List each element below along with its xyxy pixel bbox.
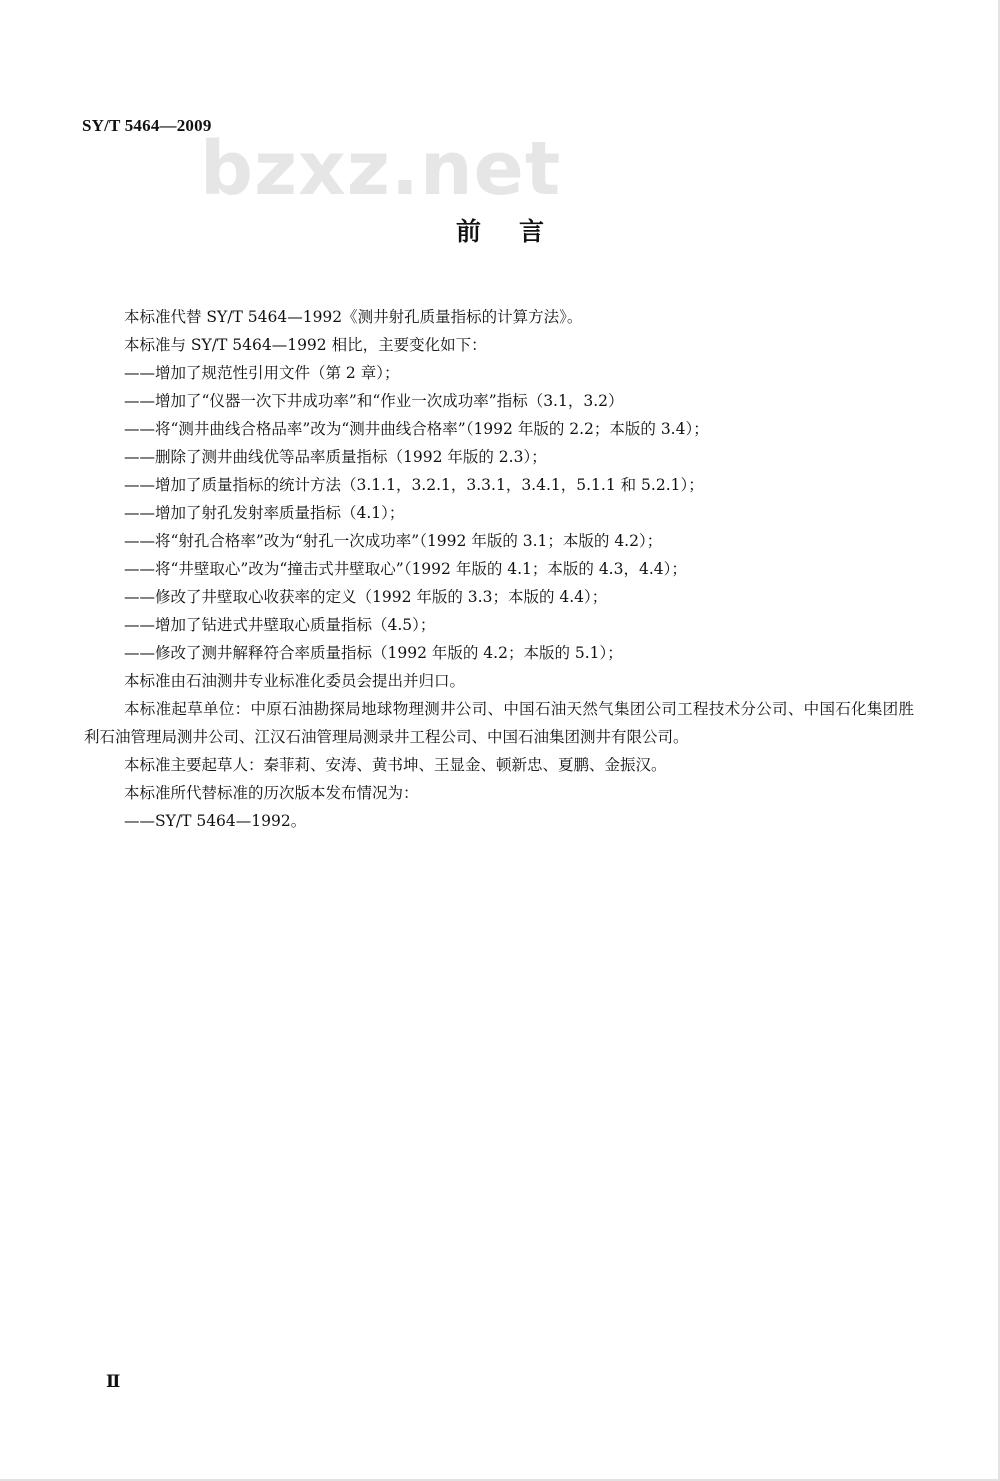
change-item: ——删除了测井曲线优等品率质量指标（1992 年版的 2.3）；	[124, 448, 547, 466]
change-item: ——增加了钻进式井壁取心质量指标（4.5）；	[124, 616, 436, 634]
history-item: ——SY/T 5464—1992。	[124, 812, 307, 830]
change-item: ——修改了井壁取心收获率的定义（1992 年版的 3.3；本版的 4.4）；	[124, 588, 608, 606]
change-item: ——将“井壁取心”改为“撞击式井壁取心”（1992 年版的 4.1；本版的 4.3，4.4）；	[124, 560, 687, 578]
changes-intro: 本标准与 SY/T 5464—1992 相比，主要变化如下：	[124, 336, 487, 354]
document-body	[84, 303, 914, 835]
change-item: ——增加了规范性引用文件（第 2 章）；	[124, 364, 400, 382]
drafters-paragraph: 本标准主要起草人：秦菲莉、安涛、黄书坤、王显金、顿新忠、夏鹏、金振汉。	[124, 756, 667, 774]
change-item: ——将“测井曲线合格品率”改为“测井曲线合格率”（1992 年版的 2.2；本版的 3.4）；	[124, 420, 709, 438]
drafting-units-paragraph: 本标准起草单位：中原石油勘探局地球物理测井公司、中国石油天然气集团公司工程技术分公司、中国石化集团胜利石油管理局测井公司、江汉石油管理局测录井工程公司、中国石油集团测井有限公司。	[84, 700, 914, 746]
page-title: 前言	[455, 217, 582, 246]
page-number: Ⅱ	[106, 1372, 121, 1391]
change-item: ——增加了射孔发射率质量指标（4.1）；	[124, 504, 405, 522]
change-item: ——修改了测井解释符合率质量指标（1992 年版的 4.2；本版的 5.1）；	[124, 644, 623, 662]
change-item: ——增加了“仪器一次下井成功率”和“作业一次成功率”指标（3.1，3.2）	[124, 392, 624, 410]
intro-paragraph: 本标准代替 SY/T 5464—1992《测井射孔质量指标的计算方法》。	[124, 308, 583, 326]
watermark: bzxz.net	[200, 126, 562, 212]
proposer-paragraph: 本标准由石油测井专业标准化委员会提出并归口。	[124, 672, 466, 690]
document-code: SY/T 5464—2009	[82, 116, 212, 135]
change-item: ——增加了质量指标的统计方法（3.1.1，3.2.1，3.3.1，3.4.1，5.1.1 和 5.2.1）；	[124, 476, 704, 494]
change-item: ——将“射孔合格率”改为“射孔一次成功率”（1992 年版的 3.1；本版的 4.2）；	[124, 532, 663, 550]
history-intro: 本标准所代替标准的历次版本发布情况为：	[124, 784, 419, 802]
